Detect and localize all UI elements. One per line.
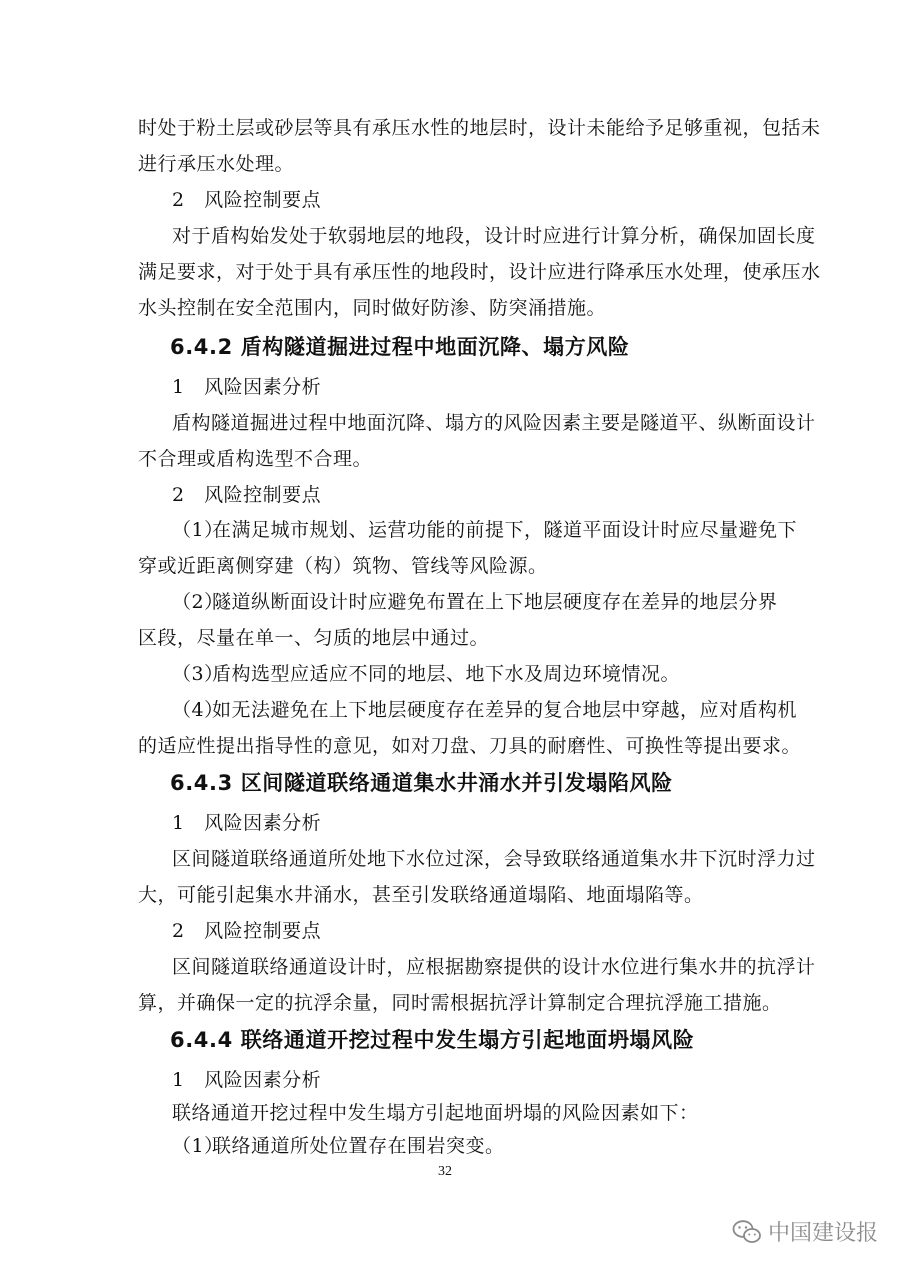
paragraph-line: 大，可能引起集水井涌水，甚至引发联络通道塌陷、地面塌陷等。 <box>138 884 704 906</box>
list-item <box>172 518 797 542</box>
paragraph-line: 穿或近距离侧穿建（构）筑物、管线等风险源。 <box>138 555 548 577</box>
paragraph-line: 盾构隧道掘进过程中地面沉降、塌方的风险因素主要是隧道平、纵断面设计 <box>172 412 816 434</box>
list-heading: 1 风险因素分析 <box>172 376 322 398</box>
paragraph-line: 算，并确保一定的抗浮余量，同时需根据抗浮计算制定合理抗浮施工措施。 <box>138 992 782 1014</box>
paragraph-line: 区间隧道联络通道设计时，应根据勘察提供的设计水位进行集水井的抗浮计 <box>172 956 816 978</box>
wechat-icon <box>732 1219 762 1245</box>
item-text: 盾构选型应适应不同的地层、地下水及周边环境情况。 <box>212 663 681 685</box>
watermark <box>732 1216 878 1247</box>
paragraph-line: 不合理或盾构选型不合理。 <box>138 448 373 470</box>
paragraph-line: 时处于粉土层或砂层等具有承压水性的地层时，设计未能给予足够重视，包括未 <box>138 117 821 139</box>
paragraph-line: 对于盾构始发处于软弱地层的地段，设计时应进行计算分析，确保加固长度 <box>172 225 816 247</box>
section-heading: 6.4.4 联络通道开挖过程中发生塌方引起地面坍塌风险 <box>170 1028 695 1052</box>
item-number: （4） <box>172 699 224 721</box>
item-number: （1） <box>172 1135 224 1157</box>
item-text: 在满足城市规划、运营功能的前提下，隧道平面设计时应尽量避免下 <box>212 519 798 541</box>
list-item <box>172 1134 505 1158</box>
item-text: 隧道纵断面设计时应避免布置在上下地层硬度存在差异的地层分界 <box>212 591 778 613</box>
item-number: （1） <box>172 519 224 541</box>
item-number: （3） <box>172 663 224 685</box>
list-item <box>172 590 778 614</box>
section-heading: 6.4.2 盾构隧道掘进过程中地面沉降、塌方风险 <box>170 335 630 359</box>
item-text: 联络通道所处位置存在围岩突变。 <box>212 1135 505 1157</box>
list-heading: 1 风险因素分析 <box>172 1069 322 1091</box>
list-heading: 2 风险控制要点 <box>172 920 322 942</box>
paragraph-line: 区间隧道联络通道所处地下水位过深，会导致联络通道集水井下沉时浮力过 <box>172 848 816 870</box>
paragraph-line: 区段，尽量在单一、匀质的地层中通过。 <box>138 627 490 649</box>
paragraph-line: 的适应性提出指导性的意见，如对刀盘、刀具的耐磨性、可换性等提出要求。 <box>138 735 802 757</box>
item-text: 如无法避免在上下地层硬度存在差异的复合地层中穿越，应对盾构机 <box>212 699 798 721</box>
list-item <box>172 662 680 686</box>
section-heading: 6.4.3 区间隧道联络通道集水井涌水并引发塌陷风险 <box>170 771 673 795</box>
watermark-text: 中国建设报 <box>768 1221 879 1246</box>
paragraph-line: 满足要求，对于处于具有承压性的地段时，设计应进行降承压水处理，使承压水 <box>138 261 821 283</box>
paragraph-line: 联络通道开挖过程中发生塌方引起地面坍塌的风险因素如下： <box>172 1102 699 1124</box>
item-number: （2） <box>172 591 224 613</box>
page-number: 32 <box>438 1164 452 1179</box>
list-heading: 2 风险控制要点 <box>172 189 322 211</box>
list-heading: 2 风险控制要点 <box>172 484 322 506</box>
list-item <box>172 698 797 722</box>
paragraph-line: 进行承压水处理。 <box>138 153 295 175</box>
list-heading: 1 风险因素分析 <box>172 812 322 834</box>
paragraph-line: 水头控制在安全范围内，同时做好防渗、防突涌措施。 <box>138 297 607 319</box>
